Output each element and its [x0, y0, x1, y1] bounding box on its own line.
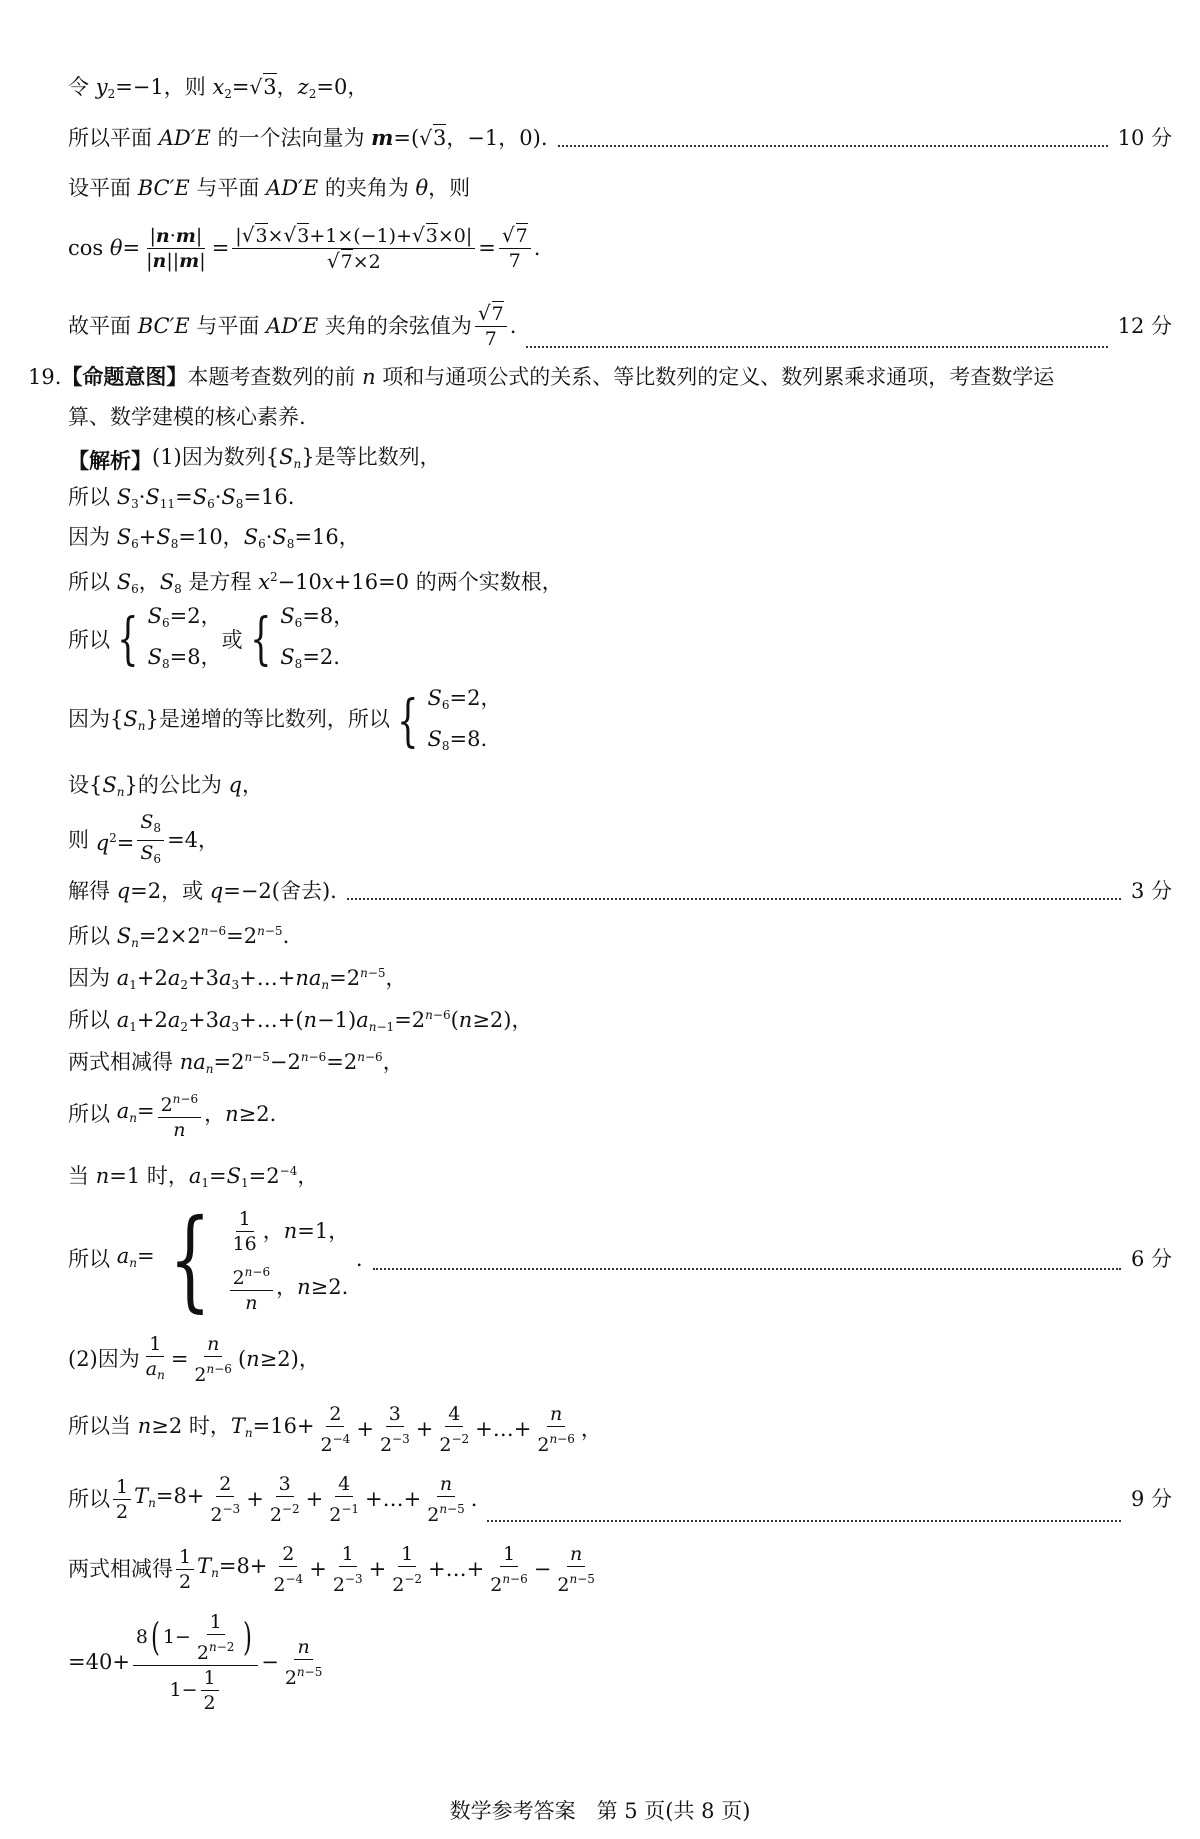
p16: (2)因为 $\frac{1}{a_n}$ = $\frac{n}{2^{n-6}}$ (n≥2)，	[68, 1332, 320, 1386]
question-number: 19.	[28, 365, 62, 389]
p10: 因为 $a_1+2a_2+3a_3+\dots+na_n=2^{n-5}$，	[68, 966, 407, 992]
dotted-leader	[487, 1520, 1121, 1522]
p19: 两式相减得 $\frac{1}{2}$ $T_n=8+$ $\frac{2}{2^{-4}}$ + $\frac{1}{2^{-3}}$ + $\frac{1}{2^{-2}}$ +…+ $\frac{1}{2^{n-6}}$ − $\frac{n}{2^{n-5}}$	[68, 1542, 595, 1596]
p2: 因为 $S_6+S_8=10$，$S_6\cdot S_8=16$，	[68, 525, 360, 551]
p4-cases: 所以 { $S_6=2$， $S_8=8$， 或 { $S_6=8$， $S_8=2$.	[68, 604, 355, 672]
analysis-line-1: 【解析】 (1)因为数列$\{S_n\}$是等比数列，	[68, 442, 1172, 479]
p6: 设$\{S_n\}$的公比为 q，	[68, 773, 263, 799]
p1: 所以 $S_3\cdot S_{11}=S_6\cdot S_8=16$.	[68, 485, 295, 511]
analysis-tag: 【解析】	[68, 447, 152, 473]
line-cos-conclusion: 故平面 BC′E 与平面 AD′E 夹角的余弦值为 $\frac{√7}{7}$ . 12 分	[68, 301, 1172, 350]
score-9: 9 分	[1130, 1487, 1172, 1511]
p18: 所以 $\frac{1}{2}$ $T_n=8+$ $\frac{2}{2^{-3}}$ + $\frac{3}{2^{-2}}$ + $\frac{4}{2^{-1}}$ +…+ $\frac{n}{2^{n-5}}$ . 9 分	[68, 1472, 1172, 1526]
p8: 解得 q=2，或 q=−2(舍去). 3 分	[68, 876, 1172, 906]
p14: 当 n=1 时，$a_1=S_1=2^{-4}$，	[68, 1164, 319, 1190]
score-3: 3 分	[1130, 879, 1172, 903]
dotted-leader	[373, 1268, 1121, 1270]
line-set-angle: 设平面 BC′E 与平面 AD′E 的夹角为 θ，则	[68, 176, 471, 200]
page-footer: 数学参考答案 第 5 页(共 8 页)	[449, 1799, 751, 1823]
line-cos-formula: cos θ= $\frac{|n\cdot m|}{|n||m|}$ = $\frac{|√3\times√3+1\times(-1)+√3\times 0|}{√7\times 2}$ = $\frac{√7}{7}$ .	[68, 222, 541, 273]
p3: 所以 $S_6$，$S_8$ 是方程 $x^2-10x+16=0$ 的两个实数根，	[68, 570, 563, 596]
dotted-leader	[558, 145, 1108, 147]
score-12: 12 分	[1117, 314, 1172, 338]
line-set-y2: 令 $y_2=-1$，则 $x_2=√3$，$z_2=0$，	[68, 75, 369, 101]
q19-intro: 19. 【命题意图】 本题考查数列的前 n 项和与通项公式的关系、等比数列的定义、数列累乘求通项，考查数学运	[28, 362, 1172, 392]
dotted-leader	[347, 898, 1121, 900]
p9: 所以 $S_n=2\times 2^{n-6}=2^{n-5}$.	[68, 924, 290, 950]
p11: 所以 $a_1+2a_2+3a_3+\dots+(n-1)a_{n-1}=2^{n-6}(n\ge 2)$，	[68, 1008, 533, 1034]
intent-tag: 【命题意图】	[61, 364, 188, 389]
score-10: 10 分	[1117, 126, 1172, 150]
p7: 则 $q^2=$ $\frac{S_8}{S_6}$ =4，	[68, 810, 220, 866]
score-6: 6 分	[1130, 1247, 1172, 1271]
p5-increasing: 因为$\{S_n\}$是递增的等比数列，所以 { $S_6=2$， $S_8=8$.	[68, 686, 502, 754]
p12: 两式相减得 $na_n=2^{n-5}-2^{n-6}=2^{n-6}$，	[68, 1050, 404, 1076]
p20: =40+ 8 ( 1− $\frac{1}{2^{n-2}}$ ) 1− $\frac{1}{2}$ − $\frac{n}{2^{n-5}}$	[68, 1610, 323, 1714]
line-normal-vector-m: 所以平面 AD′E 的一个法向量为 m=(√3，−1，0). 10 分	[68, 123, 1172, 153]
dotted-leader	[526, 346, 1107, 348]
p15-piecewise: 所以 $a_n=$ { $\frac{1}{16}$ ， n =1， $\frac{2^{n-6}}{n}$ ， n ≥2. . 6 分	[68, 1195, 1172, 1323]
p17: 所以当 n≥2 时，$T_n=16+$ $\frac{2}{2^{-4}}$ + $\frac{3}{2^{-3}}$ + $\frac{4}{2^{-2}}$ +…+ $\frac{n}{2^{n-6}}$ ，	[68, 1402, 602, 1456]
q19-intro-cont: 算、数学建模的核心素养.	[68, 405, 306, 429]
p13: 所以 $a_n=$ $\frac{2^{n-6}}{n}$ ，n≥2.	[68, 1084, 1172, 1144]
